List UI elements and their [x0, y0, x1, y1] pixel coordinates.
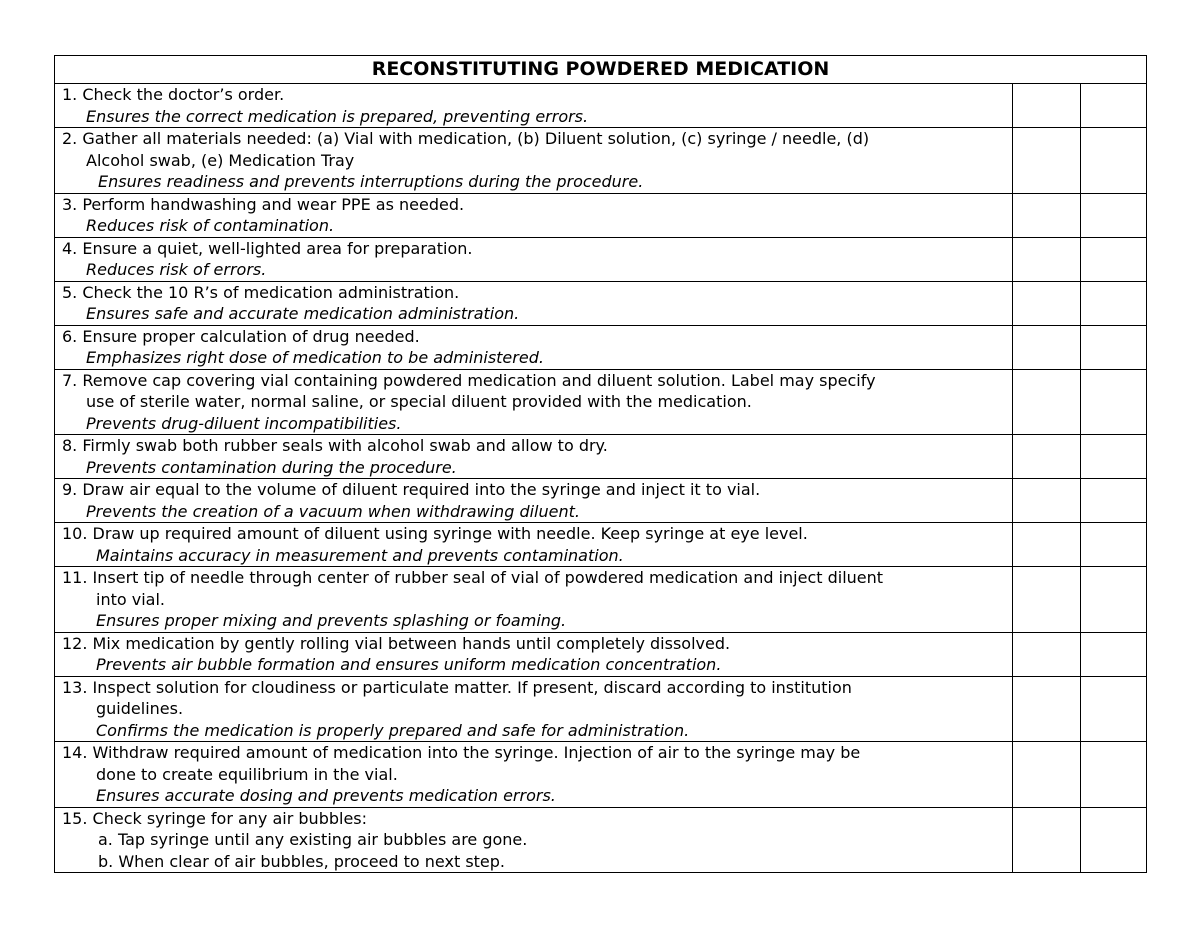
check-box-not-performed[interactable]	[1081, 479, 1147, 523]
check-box-performed[interactable]	[1013, 128, 1081, 194]
step-row	[55, 193, 1147, 237]
step-row	[55, 237, 1147, 281]
step-cell	[55, 676, 1013, 742]
check-box-performed[interactable]	[1013, 84, 1081, 128]
step-cell	[55, 281, 1013, 325]
check-box-not-performed[interactable]	[1081, 567, 1147, 633]
step-rationale: Ensures accurate dosing and prevents medication errors.	[96, 786, 556, 805]
check-box-performed[interactable]	[1013, 632, 1081, 676]
step-instruction: 15. Check syringe for any air bubbles:	[62, 808, 368, 828]
check-box-not-performed[interactable]	[1081, 325, 1147, 369]
step-cell	[55, 369, 1013, 435]
step-cell	[55, 807, 1013, 873]
step-cell	[55, 84, 1013, 128]
step-instruction-continued: use of sterile water, normal saline, or special diluent provided with the medication.	[86, 392, 752, 411]
step-instruction-continued: into vial.	[96, 589, 165, 609]
check-box-not-performed[interactable]	[1081, 193, 1147, 237]
step-cell	[55, 567, 1013, 633]
step-rationale: Prevents the creation of a vacuum when withdrawing diluent.	[86, 501, 580, 521]
check-box-performed[interactable]	[1013, 742, 1081, 808]
check-box-performed[interactable]	[1013, 435, 1081, 479]
check-box-not-performed[interactable]	[1081, 435, 1147, 479]
step-cell	[55, 523, 1013, 567]
check-box-performed[interactable]	[1013, 281, 1081, 325]
check-box-not-performed[interactable]	[1081, 807, 1147, 873]
step-instruction-continued: b. When clear of air bubbles, proceed to next step.	[98, 851, 506, 871]
step-cell	[55, 435, 1013, 479]
step-row	[55, 479, 1147, 523]
step-instruction: 7. Remove cap covering vial containing powdered medication and diluent solution. Label may specify	[62, 370, 876, 390]
step-cell	[55, 479, 1013, 523]
check-box-performed[interactable]	[1013, 479, 1081, 523]
step-row	[55, 281, 1147, 325]
step-instruction: 5. Check the 10 R’s of medication administration.	[62, 282, 460, 302]
check-box-not-performed[interactable]	[1081, 281, 1147, 325]
check-box-not-performed[interactable]	[1081, 237, 1147, 281]
step-row	[55, 435, 1147, 479]
step-row	[55, 325, 1147, 369]
step-instruction: 13. Inspect solution for cloudiness or particulate matter. If present, discard according to institution	[62, 677, 852, 697]
step-instruction: 11. Insert tip of needle through center of rubber seal of vial of powdered medication and inject diluent	[62, 568, 884, 587]
step-rationale: Confirms the medication is properly prepared and safe for administration.	[96, 720, 690, 740]
check-box-performed[interactable]	[1013, 807, 1081, 873]
check-box-not-performed[interactable]	[1081, 742, 1147, 808]
check-box-not-performed[interactable]	[1081, 128, 1147, 194]
check-box-not-performed[interactable]	[1081, 523, 1147, 567]
step-row	[55, 523, 1147, 567]
step-instruction: 6. Ensure proper calculation of drug needed.	[62, 326, 420, 346]
step-instruction: 2. Gather all materials needed: (a) Vial with medication, (b) Diluent solution, (c) syringe / needle, (d)	[62, 129, 870, 148]
step-rationale: Maintains accuracy in measurement and prevents contamination.	[96, 545, 624, 565]
step-instruction: 12. Mix medication by gently rolling vial between hands until completely dissolved.	[62, 633, 731, 653]
step-instruction-continued: done to create equilibrium in the vial.	[96, 764, 398, 784]
step-instruction: 10. Draw up required amount of diluent using syringe with needle. Keep syringe at eye level.	[62, 524, 808, 543]
check-box-performed[interactable]	[1013, 193, 1081, 237]
procedure-checklist-table	[54, 55, 1147, 873]
check-box-performed[interactable]	[1013, 237, 1081, 281]
step-rationale: Prevents drug-diluent incompatibilities.	[86, 413, 402, 433]
step-cell	[55, 237, 1013, 281]
step-row	[55, 807, 1147, 873]
step-rationale: Emphasizes right dose of medication to be administered.	[86, 348, 544, 367]
step-row	[55, 84, 1147, 128]
step-cell	[55, 325, 1013, 369]
step-instruction: 8. Firmly swab both rubber seals with alcohol swab and allow to dry.	[62, 436, 608, 455]
step-instruction: 1. Check the doctor’s order.	[62, 85, 285, 104]
step-row	[55, 742, 1147, 808]
check-box-not-performed[interactable]	[1081, 369, 1147, 435]
title-row	[55, 56, 1147, 84]
checklist-title: RECONSTITUTING POWDERED MEDICATION	[55, 56, 1147, 84]
step-row	[55, 567, 1147, 633]
step-rationale: Reduces risk of errors.	[86, 260, 267, 279]
step-row	[55, 632, 1147, 676]
step-instruction: 4. Ensure a quiet, well-lighted area for preparation.	[62, 238, 473, 258]
step-instruction-continued: Alcohol swab, (e) Medication Tray	[86, 150, 355, 170]
check-box-not-performed[interactable]	[1081, 84, 1147, 128]
step-instruction: 3. Perform handwashing and wear PPE as needed.	[62, 194, 465, 214]
step-cell	[55, 742, 1013, 808]
step-instruction: 14. Withdraw required amount of medication into the syringe. Injection of air to the syringe may be	[62, 743, 861, 762]
check-box-performed[interactable]	[1013, 369, 1081, 435]
step-rationale: Ensures proper mixing and prevents splashing or foaming.	[96, 611, 567, 630]
step-rationale: Prevents contamination during the procedure.	[86, 457, 457, 477]
step-cell	[55, 193, 1013, 237]
step-instruction: 9. Draw air equal to the volume of diluent required into the syringe and inject it to vial.	[62, 480, 761, 499]
check-box-not-performed[interactable]	[1081, 632, 1147, 676]
step-cell	[55, 128, 1013, 194]
check-box-performed[interactable]	[1013, 523, 1081, 567]
check-box-performed[interactable]	[1013, 325, 1081, 369]
step-rationale: Reduces risk of contamination.	[86, 216, 335, 235]
check-box-performed[interactable]	[1013, 567, 1081, 633]
step-instruction-continued: a. Tap syringe until any existing air bubbles are gone.	[98, 830, 528, 849]
step-instruction-continued: guidelines.	[96, 699, 184, 718]
check-box-not-performed[interactable]	[1081, 676, 1147, 742]
step-rationale: Ensures the correct medication is prepared, preventing errors.	[86, 106, 589, 126]
step-row	[55, 369, 1147, 435]
step-rationale: Ensures readiness and prevents interruptions during the procedure.	[98, 172, 644, 191]
step-rationale: Ensures safe and accurate medication administration.	[86, 304, 520, 323]
step-cell	[55, 632, 1013, 676]
step-row	[55, 676, 1147, 742]
step-rationale: Prevents air bubble formation and ensures uniform medication concentration.	[96, 655, 722, 674]
check-box-performed[interactable]	[1013, 676, 1081, 742]
step-row	[55, 128, 1147, 194]
